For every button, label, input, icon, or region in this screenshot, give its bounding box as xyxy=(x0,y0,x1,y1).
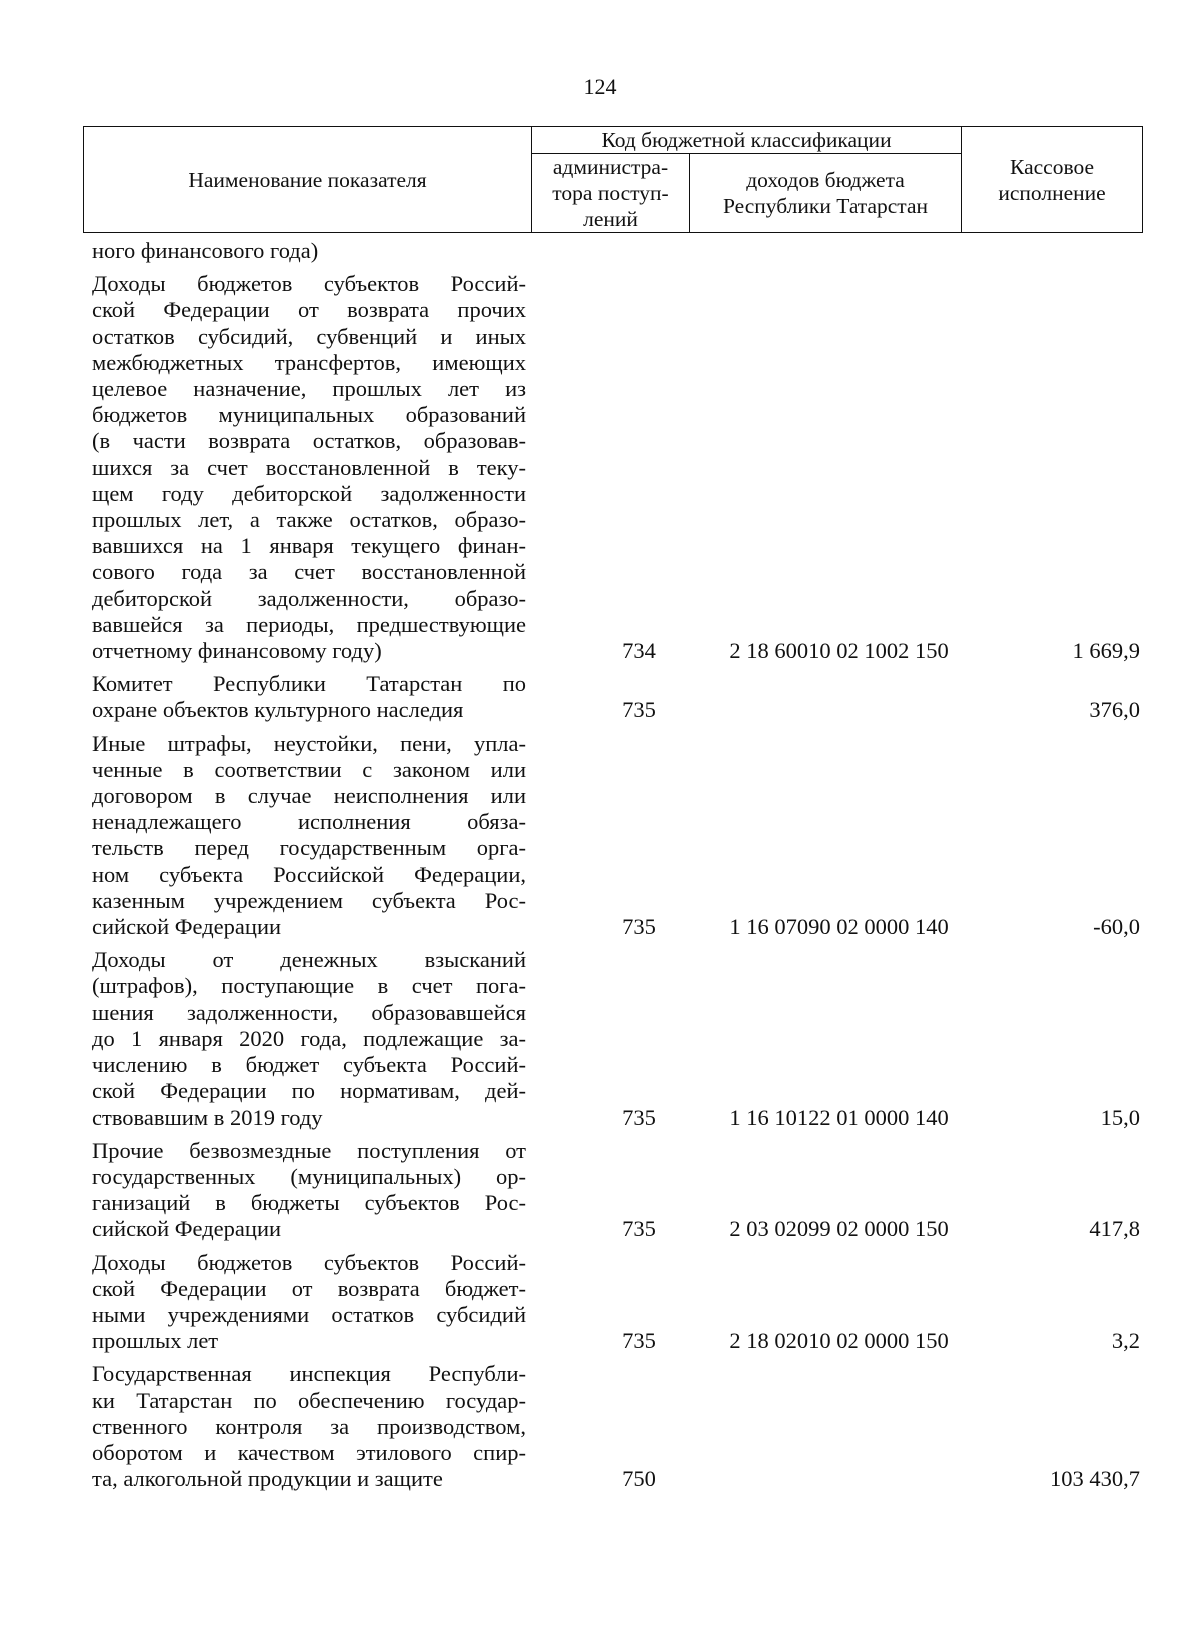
row-cash-execution: 3,2 xyxy=(1111,1328,1140,1354)
row-name-line: (в части возврата остатков, образовав- xyxy=(92,428,526,454)
row-name-line: (штрафов), поступающие в счет пога- xyxy=(92,973,526,999)
row-name-line: Доходы бюджетов субъектов Россий- xyxy=(92,271,526,297)
row-name-line: бюджетов муниципальных образований xyxy=(92,402,526,428)
row-name-line: сийской Федерации xyxy=(92,1216,282,1242)
row-name-line: целевое назначение, прошлых лет из xyxy=(92,376,526,402)
row-name-line: ненадлежащего исполнения обяза- xyxy=(92,809,526,835)
row-cash-execution: 1 669,9 xyxy=(1072,638,1140,664)
row-name-line: межбюджетных трансфертов, имеющих xyxy=(92,349,526,375)
row-income-code: 2 18 02010 02 0000 150 xyxy=(729,1328,949,1354)
row-name-line: охране объектов культурного наследия xyxy=(92,697,464,723)
table-body xyxy=(92,238,1140,1499)
row-name-line: шихся за счет восстановленной в теку- xyxy=(92,454,526,480)
table-row xyxy=(92,731,1140,941)
header-name-column: Наименование показателя xyxy=(84,127,532,233)
row-name xyxy=(92,1138,526,1243)
row-name-line: ного финансового года) xyxy=(92,238,319,263)
row-admin-code: 735 xyxy=(622,914,656,940)
header-admin-line: тора поступ- xyxy=(552,181,669,205)
row-cash-execution: 103 430,7 xyxy=(1050,1466,1140,1492)
row-name-line: государственных (муниципальных) ор- xyxy=(92,1163,526,1189)
row-name xyxy=(92,271,526,664)
row-name-line: договором в случае неисполнения или xyxy=(92,783,526,809)
row-income-code: 2 18 60010 02 1002 150 xyxy=(729,638,949,664)
header-sum-line: Кассовое xyxy=(1010,154,1095,179)
row-name-line: ской Федерации по нормативам, дей- xyxy=(92,1078,526,1104)
row-name-line: сийской Федерации xyxy=(92,914,282,940)
row-name-line: отчетному финансовому году) xyxy=(92,638,382,664)
row-name xyxy=(92,731,526,941)
row-name-line: Комитет Республики Татарстан по xyxy=(92,671,526,697)
table-row xyxy=(92,271,1140,664)
row-name-line: ствовавшим в 2019 году xyxy=(92,1104,323,1130)
row-cash-execution: -60,0 xyxy=(1093,914,1140,940)
row-admin-code: 735 xyxy=(622,1328,656,1354)
row-admin-code: 735 xyxy=(622,1104,656,1130)
row-name xyxy=(92,671,526,723)
row-name-line: Прочие безвозмездные поступления от xyxy=(92,1137,526,1163)
table-row xyxy=(92,671,1140,723)
row-name-line: тельств перед государственным орга- xyxy=(92,835,526,861)
row-name-line: та, алкогольной продукции и защите xyxy=(92,1466,443,1492)
row-name-line: ской Федерации от возврата прочих xyxy=(92,297,526,323)
row-name-line: числению в бюджет субъекта Россий- xyxy=(92,1052,526,1078)
row-name-line: шения задолженности, образовавшейся xyxy=(92,999,526,1025)
row-name-line: Доходы бюджетов субъектов Россий- xyxy=(92,1249,526,1275)
table-header xyxy=(83,126,1143,233)
row-income-code: 1 16 10122 01 0000 140 xyxy=(729,1104,949,1130)
header-admin-line: администра- xyxy=(552,155,669,179)
table-row xyxy=(92,1138,1140,1243)
header-income-line: Республики Татарстан xyxy=(722,194,929,218)
row-name-line: оборотом и качеством этилового спир- xyxy=(92,1439,526,1465)
row-admin-code: 750 xyxy=(622,1466,656,1492)
table-row xyxy=(92,947,1140,1130)
header-code-group: Код бюджетной классификации xyxy=(532,127,962,154)
row-admin-code: 734 xyxy=(622,638,656,664)
row-cash-execution: 417,8 xyxy=(1089,1216,1140,1242)
row-name xyxy=(92,1361,526,1492)
row-name-line: щем году дебиторской задолженности xyxy=(92,480,526,506)
header-income-line: доходов бюджета xyxy=(746,168,905,192)
row-name-line: вавшихся на 1 января текущего финан- xyxy=(92,533,526,559)
row-name xyxy=(92,1250,526,1355)
row-name-line: до 1 января 2020 года, подлежащие за- xyxy=(92,1025,526,1051)
header-sum-column xyxy=(962,127,1143,233)
row-name-line: прошлых лет, а также остатков, образо- xyxy=(92,507,526,533)
row-name-line: ном субъекта Российской Федерации, xyxy=(92,861,526,887)
row-name-line: остатков субсидий, субвенций и иных xyxy=(92,323,526,349)
row-admin-code: 735 xyxy=(622,697,656,723)
header-admin-column xyxy=(532,154,690,233)
row-name xyxy=(92,947,526,1130)
row-name-line: ными учреждениями остатков субсидий xyxy=(92,1301,526,1327)
table-row xyxy=(92,1250,1140,1355)
table-row xyxy=(92,238,1140,264)
row-name-line: вавшейся за периоды, предшествующие xyxy=(92,611,526,637)
row-name-line: ганизаций в бюджеты субъектов Рос- xyxy=(92,1190,526,1216)
row-name-line: Доходы от денежных взысканий xyxy=(92,947,526,973)
row-name-line: сового года за счет восстановленной xyxy=(92,559,526,585)
row-name-line: дебиторской задолженности, образо- xyxy=(92,585,526,611)
row-cash-execution: 376,0 xyxy=(1089,697,1140,723)
header-sum-line: исполнение xyxy=(998,180,1106,205)
row-name-line: прошлых лет xyxy=(92,1328,219,1354)
row-name xyxy=(92,238,526,264)
row-name-line: Государственная инспекция Республи- xyxy=(92,1361,526,1387)
header-admin-line: лений xyxy=(583,207,638,231)
row-name-line: ченные в соответствии с законом или xyxy=(92,756,526,782)
header-income-column xyxy=(690,154,962,233)
page-number: 124 xyxy=(583,74,617,99)
row-name-line: ской Федерации от возврата бюджет- xyxy=(92,1275,526,1301)
row-income-code: 1 16 07090 02 0000 140 xyxy=(729,914,949,940)
row-name-line: ственного контроля за производством, xyxy=(92,1413,526,1439)
row-income-code: 2 03 02099 02 0000 150 xyxy=(729,1216,949,1242)
row-admin-code: 735 xyxy=(622,1216,656,1242)
row-name-line: Иные штрафы, неустойки, пени, упла- xyxy=(92,730,526,756)
table-row xyxy=(92,1361,1140,1492)
row-name-line: казенным учреждением субъекта Рос- xyxy=(92,887,526,913)
row-cash-execution: 15,0 xyxy=(1100,1104,1140,1130)
row-name-line: ки Татарстан по обеспечению государ- xyxy=(92,1387,526,1413)
